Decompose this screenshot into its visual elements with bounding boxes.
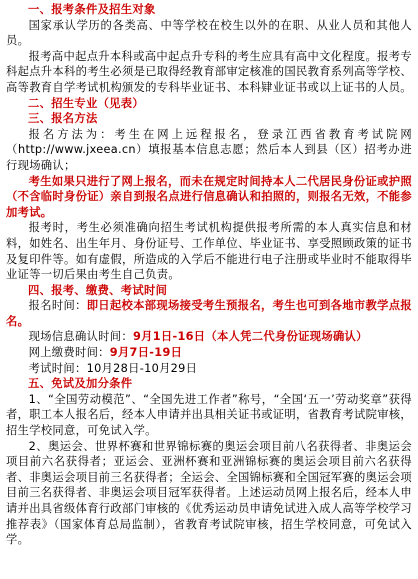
label: 报名时间：	[28, 299, 87, 313]
registration-time-line	[6, 298, 412, 329]
label: 现场信息确认时间：	[28, 330, 133, 344]
paragraph: 报名方法为：考生在网上远程报名，登录江西省教育考试院网（http://www.jxeea.cn）填报基本信息志愿；然后本人到县（区）招考办进行现场确认；	[6, 127, 412, 172]
paragraph: 2、奥运会、世界杯赛和世界锦标赛的奥运会项目前八名获得者、非奥运会项目前六名获得者；亚运会、亚洲杯赛和亚洲锦标赛的奥运会项目前六名获得者、非奥运会项目前三名获得者；全运会、全国锦标赛和全国冠军赛的奥运会项目前三名获得者、非奥运会项目冠军获得者。上述运动员网上报名后，经本人申请并出具省级体育行政部门审核的《优秀运动员申请免试进入成人高等学校学习推荐表》（国家体育总局监制），省教育考试院审核，招生学校同意，可免试入学。	[6, 439, 412, 547]
paragraph: 1、“全国劳动模范”、“全国先进工作者”称号，“全国‘五一’劳动奖章”获得者，职工本人报名后，经本人申请并出具相关证书或证明，省教育考试院审核，招生学校同意，可免试入学。	[6, 392, 412, 438]
confirmation-time-value: 9月1日-16日（本人凭二代身份证现场确认）	[132, 330, 368, 344]
payment-time-line	[6, 345, 412, 361]
exam-time-line: 考试时间：10月28日-10月29日	[28, 361, 198, 375]
section-heading-majors: 二、招生专业（见表）	[28, 96, 144, 110]
registration-warning: 考生如果只进行了网上报名，而未在规定时间持本人二代居民身份证或护照（不含临时身份证）亲自到报名点进行信息确认和拍照的，则报名无效，不能参加考试。	[6, 174, 412, 219]
section-heading-registration: 三、报名方法	[28, 112, 98, 126]
registration-time-value: 即日起校本部现场接受考生预报名，考生也可到各地市教学点报名。	[6, 299, 412, 328]
paragraph: 报考时，考生必须准确向招生考试机构提供报考所需的本人真实信息和材料，如姓名、出生年月、身份证号、工作单位、毕业证书、享受照顾政策的证书及复印件等。如有虚假，所造成的入学后不能进行电子注册或毕业时不能取得毕业证等一切后果由考生自己负责。	[6, 221, 412, 282]
section-heading-schedule: 四、报考、缴费、考试时间	[28, 283, 168, 297]
label: 网上缴费时间：	[28, 346, 110, 360]
confirmation-time-line	[6, 329, 412, 345]
paragraph: 国家承认学历的各类高、中等学校在校生以外的在职、从业人员和其他人员。	[6, 18, 412, 48]
paragraph: 报考高中起点升本科或高中起点升专科的考生应具有高中文化程度。报考专科起点升本科的考生必须是已取得经教育部审定核准的国民教育系列高等学校、高等教育自学考试机构颁发的专科毕业证书、本科肄业证书或以上证书的人员。	[6, 49, 412, 94]
section-heading-exemption: 五、免试及加分条件	[28, 377, 133, 391]
section-heading-requirements: 一、报考条件及招生对象	[28, 3, 156, 16]
payment-time-value: 9月7日-19日	[109, 346, 183, 360]
